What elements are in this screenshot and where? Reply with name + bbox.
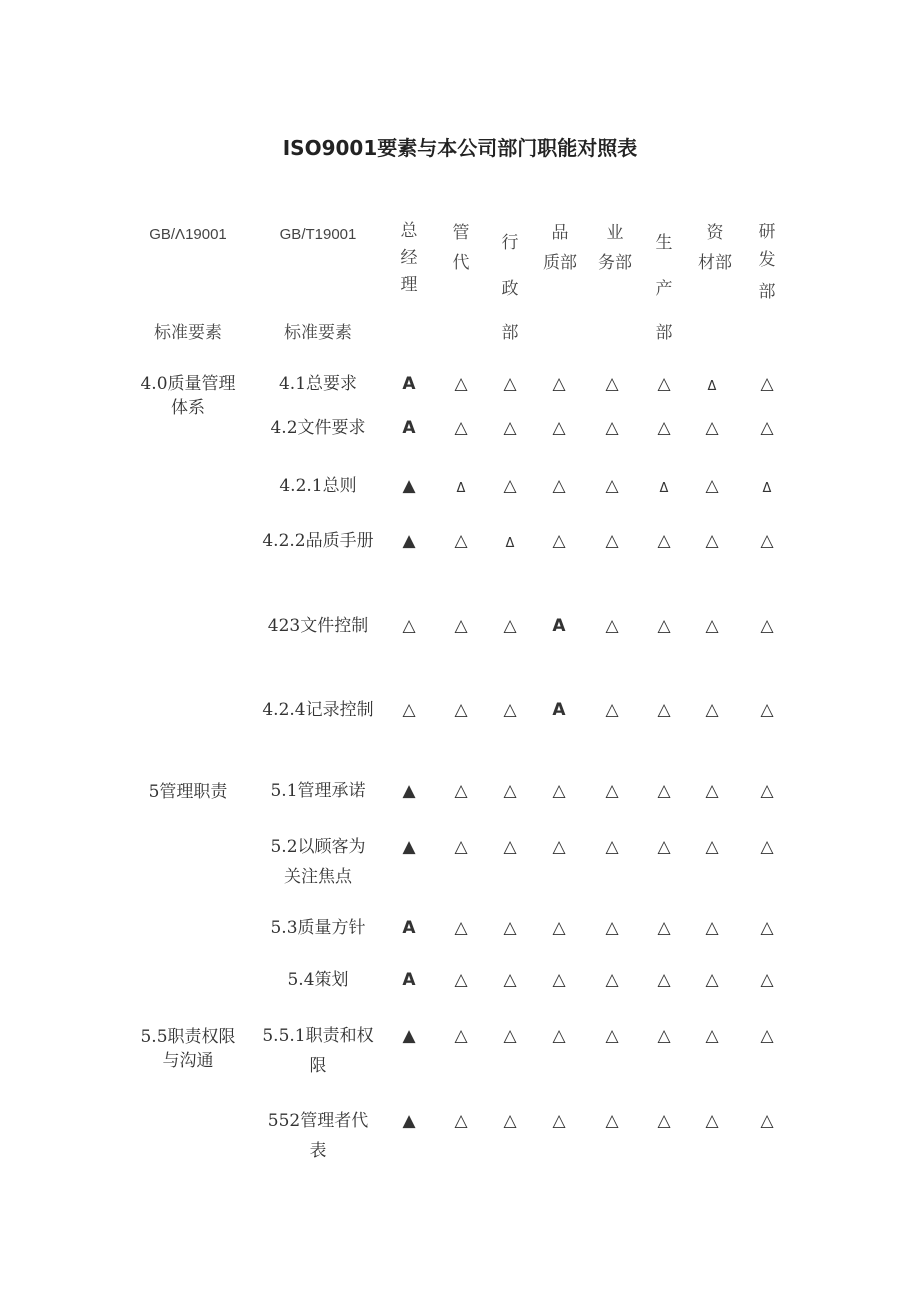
- responsibility-mark: △: [552, 476, 566, 496]
- dept-header-quality: [535, 218, 585, 278]
- responsibility-mark: △: [503, 616, 517, 636]
- dept-char: 质部: [543, 253, 577, 273]
- responsibility-mark: △: [402, 616, 416, 636]
- dept-header-production: [649, 218, 679, 358]
- responsibility-mark: △: [657, 781, 671, 801]
- responsibility-mark: △: [605, 531, 619, 551]
- responsibility-mark: △: [402, 700, 416, 720]
- responsibility-mark: △: [605, 837, 619, 857]
- element-cell: 423文件控制: [267, 616, 369, 636]
- responsibility-mark: ▲: [402, 476, 416, 496]
- responsibility-mark: Δ: [707, 379, 717, 394]
- dept-header-general-manager: [394, 218, 424, 299]
- responsibility-mark: △: [705, 918, 719, 938]
- dept-char: 部: [655, 323, 673, 343]
- responsibility-mark: △: [605, 1111, 619, 1131]
- responsibility-mark: ▲: [402, 1026, 416, 1046]
- dept-char: 资: [706, 223, 724, 243]
- responsibility-mark: △: [705, 418, 719, 438]
- responsibility-mark: △: [657, 531, 671, 551]
- responsibility-mark: ▲: [402, 1111, 416, 1131]
- responsibility-mark: △: [657, 374, 671, 394]
- responsibility-mark: △: [605, 700, 619, 720]
- responsibility-mark: A: [402, 918, 416, 938]
- dept-char: 代: [452, 253, 470, 273]
- responsibility-mark: △: [705, 1026, 719, 1046]
- responsibility-mark: △: [605, 476, 619, 496]
- responsibility-mark: △: [454, 970, 468, 990]
- responsibility-mark: △: [503, 781, 517, 801]
- dept-char: 务部: [598, 253, 632, 273]
- dept-header-rnd: [752, 218, 782, 306]
- element-cell: 5.1管理承诺: [270, 781, 366, 801]
- responsibility-mark: △: [503, 1111, 517, 1131]
- element-cell: 5.2以顾客为关注焦点: [270, 837, 366, 887]
- dept-header-sales: [590, 218, 640, 278]
- responsibility-mark: A: [552, 700, 566, 720]
- responsibility-mark: △: [760, 1026, 774, 1046]
- element-cell: 5.5.1职责和权限: [262, 1026, 374, 1076]
- responsibility-mark: △: [454, 1026, 468, 1046]
- responsibility-mark: △: [454, 418, 468, 438]
- responsibility-mark: △: [552, 531, 566, 551]
- element-cell: 4.2文件要求: [270, 418, 366, 438]
- responsibility-mark: △: [657, 918, 671, 938]
- dept-char: 经: [400, 248, 418, 268]
- responsibility-mark: △: [657, 1111, 671, 1131]
- responsibility-mark: △: [552, 1111, 566, 1131]
- responsibility-mark: △: [454, 918, 468, 938]
- responsibility-mark: A: [402, 970, 416, 990]
- dept-char: 政: [501, 279, 519, 299]
- responsibility-mark: △: [503, 700, 517, 720]
- responsibility-mark: △: [503, 418, 517, 438]
- element-cell: 4.2.2品质手册: [262, 531, 374, 551]
- responsibility-mark: △: [657, 970, 671, 990]
- responsibility-mark: △: [454, 616, 468, 636]
- responsibility-mark: △: [657, 837, 671, 857]
- responsibility-mark: △: [503, 837, 517, 857]
- responsibility-mark: △: [760, 1111, 774, 1131]
- responsibility-mark: △: [454, 531, 468, 551]
- responsibility-mark: △: [705, 531, 719, 551]
- responsibility-mark: △: [454, 700, 468, 720]
- responsibility-mark: △: [552, 970, 566, 990]
- responsibility-mark: △: [705, 616, 719, 636]
- header-col2-top: GB/T19001: [279, 226, 357, 243]
- page-title: ISO9001要素与本公司部门职能对照表: [282, 136, 638, 160]
- responsibility-mark: Δ: [762, 481, 772, 496]
- responsibility-mark: △: [454, 837, 468, 857]
- responsibility-mark: △: [760, 418, 774, 438]
- responsibility-mark: △: [605, 918, 619, 938]
- responsibility-mark: △: [552, 837, 566, 857]
- header-col2-bottom: 标准要素: [284, 323, 352, 343]
- responsibility-mark: △: [760, 781, 774, 801]
- dept-char: 研: [758, 222, 776, 242]
- responsibility-mark: △: [503, 918, 517, 938]
- dept-char: 部: [758, 282, 776, 302]
- dept-header-admin: [495, 218, 525, 358]
- responsibility-mark: A: [402, 418, 416, 438]
- dept-char: 总: [400, 221, 418, 241]
- responsibility-mark: △: [454, 1111, 468, 1131]
- responsibility-mark: △: [605, 616, 619, 636]
- element-cell: 552管理者代表: [267, 1111, 369, 1161]
- responsibility-mark: △: [503, 1026, 517, 1046]
- responsibility-mark: △: [552, 418, 566, 438]
- dept-char: 行: [501, 233, 519, 253]
- responsibility-mark: △: [760, 374, 774, 394]
- responsibility-mark: △: [760, 918, 774, 938]
- responsibility-mark: △: [705, 970, 719, 990]
- responsibility-mark: △: [605, 970, 619, 990]
- dept-char: 理: [400, 275, 418, 295]
- dept-char: 材部: [698, 253, 732, 273]
- responsibility-mark: Δ: [505, 536, 515, 551]
- responsibility-mark: △: [657, 700, 671, 720]
- dept-char: 品: [551, 223, 569, 243]
- dept-char: 业: [606, 223, 624, 243]
- responsibility-mark: ▲: [402, 531, 416, 551]
- responsibility-mark: △: [605, 418, 619, 438]
- responsibility-mark: △: [605, 1026, 619, 1046]
- responsibility-mark: △: [760, 970, 774, 990]
- responsibility-mark: △: [760, 837, 774, 857]
- dept-header-materials: [690, 218, 740, 278]
- dept-char: 发: [758, 250, 776, 270]
- responsibility-mark: △: [552, 781, 566, 801]
- category-cell: 5.5职责权限与沟通: [140, 1027, 236, 1071]
- element-cell: 4.1总要求: [278, 374, 358, 394]
- element-cell: 5.4策划: [287, 970, 349, 990]
- responsibility-mark: △: [657, 1026, 671, 1046]
- header-col1-bottom: 标准要素: [154, 323, 222, 343]
- responsibility-mark: △: [454, 374, 468, 394]
- responsibility-mark: △: [503, 374, 517, 394]
- responsibility-mark: △: [552, 1026, 566, 1046]
- dept-char: 管: [452, 223, 470, 243]
- header-col1-top: GB/Λ19001: [149, 226, 227, 243]
- responsibility-mark: △: [552, 374, 566, 394]
- responsibility-mark: △: [503, 970, 517, 990]
- responsibility-mark: △: [760, 531, 774, 551]
- responsibility-mark: △: [705, 781, 719, 801]
- dept-char: 生: [655, 233, 673, 253]
- element-cell: 5.3质量方针: [270, 918, 366, 938]
- responsibility-mark: △: [552, 918, 566, 938]
- responsibility-mark: ▲: [402, 781, 416, 801]
- responsibility-mark: △: [705, 700, 719, 720]
- responsibility-mark: △: [705, 476, 719, 496]
- responsibility-mark: A: [402, 374, 416, 394]
- dept-char: 部: [501, 323, 519, 343]
- element-cell: 4.2.1总则: [279, 476, 357, 496]
- responsibility-mark: Δ: [659, 481, 669, 496]
- responsibility-mark: △: [705, 1111, 719, 1131]
- dept-char: 产: [655, 279, 673, 299]
- category-cell: 5管理职责: [148, 782, 228, 802]
- responsibility-mark: A: [552, 616, 566, 636]
- responsibility-mark: △: [605, 374, 619, 394]
- responsibility-mark: △: [657, 418, 671, 438]
- element-cell: 4.2.4记录控制: [262, 700, 374, 720]
- responsibility-mark: △: [503, 476, 517, 496]
- category-cell: 4.0质量管理体系: [140, 374, 236, 418]
- dept-header-management-rep: [446, 218, 476, 278]
- responsibility-mark: △: [605, 781, 619, 801]
- responsibility-mark: △: [454, 781, 468, 801]
- responsibility-mark: Δ: [456, 481, 466, 496]
- responsibility-mark: △: [657, 616, 671, 636]
- responsibility-mark: ▲: [402, 837, 416, 857]
- responsibility-mark: △: [760, 616, 774, 636]
- responsibility-mark: △: [705, 837, 719, 857]
- responsibility-mark: △: [760, 700, 774, 720]
